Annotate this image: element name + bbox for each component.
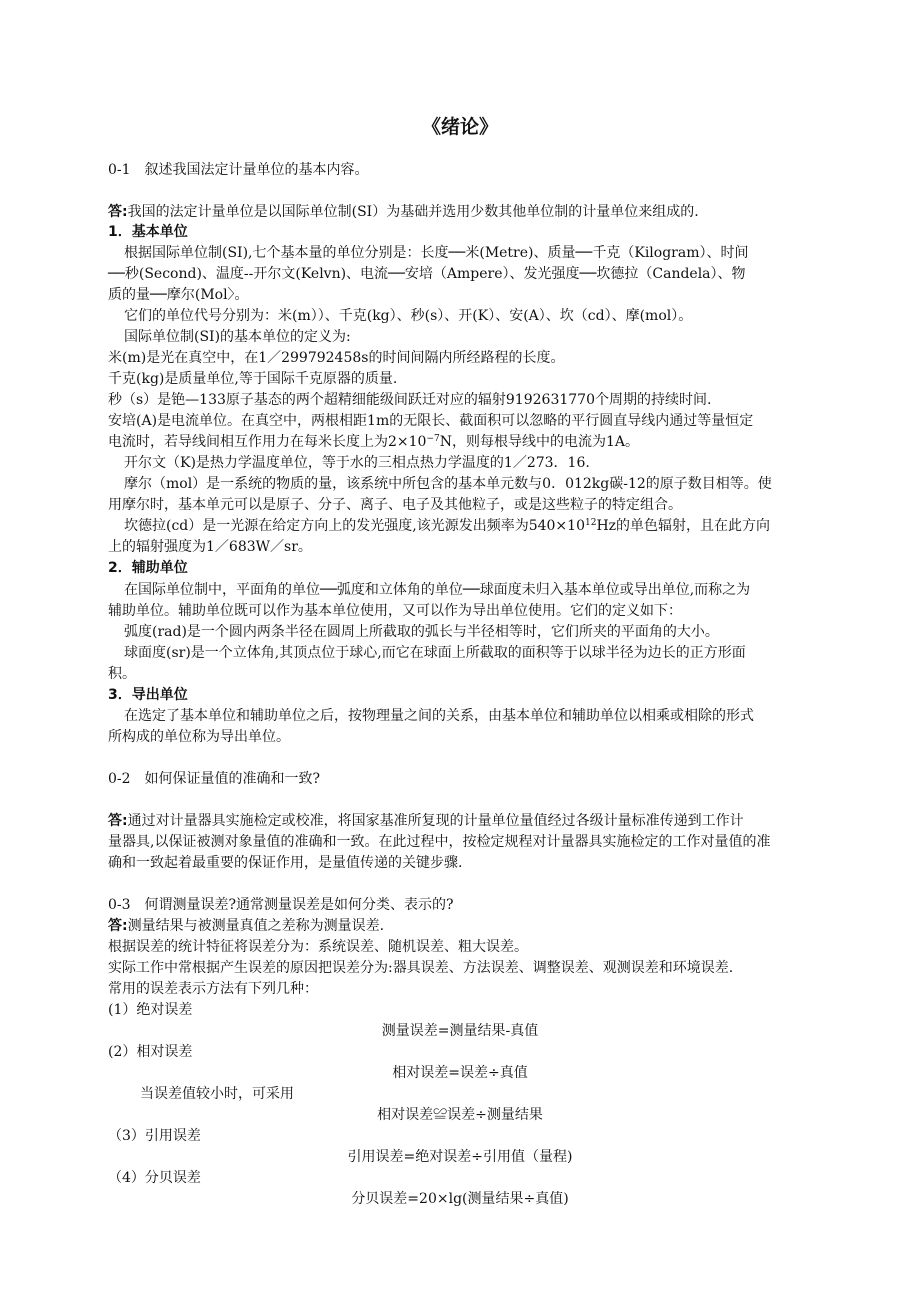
unit-symbols: 它们的单位代号分别为：米(m））、千克(kg）、秒(s）、开(K）、安(A）、坎（cd）、摩(mol）。 xyxy=(124,308,693,324)
answer-0-1 xyxy=(108,202,699,223)
ampere-definition-line-1: 安培(A)是电流单位。在真空中，两根相距1m的无限长、截面积可以忽略的平行圆直导线内通过等量恒定 xyxy=(108,413,754,429)
mole-definition-line-1: 摩尔（mol）是一系统的物质的量，该系统中所包含的基本单元数与0．012kg碳-12的原子数目相等。使 xyxy=(124,476,772,492)
answer-0-2-line-2: 量器具,以保证被测对象量值的准确和一致。在此过程中，按检定规程对计量器具实施检定的工作对量值的准 xyxy=(108,834,771,850)
candela-text-post: Hz的单色辐射，且在此方向 xyxy=(596,518,771,534)
formula-relative-error-approx: 相对误差≌误差÷测量结果 xyxy=(377,1107,543,1123)
second-definition: 秒（s）是铯—133原子基态的两个超精细能级间跃迁对应的辐射9192631770个周期的持续时间. xyxy=(108,392,712,408)
formula-fiducial-error: 引用误差=绝对误差÷引用值（量程) xyxy=(347,1149,573,1165)
si-definitions-intro: 国际单位制(SI)的基本单位的定义为: xyxy=(124,329,351,345)
answer-label: 答: xyxy=(108,813,128,829)
item-absolute-error: (1）绝对误差 xyxy=(108,1002,193,1018)
answer-text: 测量结果与被测量真值之差称为测量误差. xyxy=(127,918,385,934)
page-title: 《绪论》 xyxy=(421,116,498,138)
candela-exponent: 12 xyxy=(584,518,597,528)
answer-text: 通过对计量器具实施检定或校准，将国家基准所复现的计量单位量值经过各级计量标准传递到工作计 xyxy=(127,813,744,829)
item-decibel-error: （4）分贝误差 xyxy=(108,1170,201,1186)
kelvin-definition: 开尔文（K)是热力学温度单位，等于水的三相点热力学温度的1／273．16. xyxy=(124,455,590,471)
meter-definition: 米(m)是光在真空中，在1／299792458s的时间间隔内所经路程的长度。 xyxy=(108,350,565,366)
question-0-3: 0-3 何谓测量误差?通常测量误差是如何分类、表示的? xyxy=(108,897,454,913)
candela-definition-line-1 xyxy=(124,516,770,537)
item-fiducial-error: （3）引用误差 xyxy=(108,1128,201,1144)
ampere-text-post: N，则每根导线中的电流为1A。 xyxy=(439,434,640,450)
si-units-line-3: 质的量──摩尔(Mol〉。 xyxy=(108,287,249,303)
item-relative-error: (2）相对误差 xyxy=(108,1044,193,1060)
answer-0-2-line-1 xyxy=(108,811,744,832)
supplementary-units-line-2: 辅助单位。辅助单位既可以作为基本单位使用，又可以作为导出单位使用。它们的定义如下： xyxy=(108,603,682,619)
question-0-2: 0-2 如何保证量值的准确和一致? xyxy=(108,771,321,787)
steradian-definition-line-1: 球面度(sr)是一个立体角,其顶点位于球心,而它在球面上所截取的面积等于以球半径为边长的正方形面 xyxy=(124,645,746,661)
steradian-definition-line-2: 积。 xyxy=(108,666,136,682)
formula-relative-error: 相对误差=误差÷真值 xyxy=(392,1065,528,1081)
error-classification-statistical: 根据误差的统计特征将误差分为：系统误差、随机误差、粗大误差。 xyxy=(108,939,528,955)
answer-label: 答: xyxy=(108,918,128,934)
section-supplementary-units-title: 2．辅助单位 xyxy=(108,560,188,576)
si-units-line-2: ──秒(Second)、温度--开尔文(Kelvn)、电流──安培（Ampere）、发光强度──坎德拉（Candela）、物 xyxy=(108,266,746,282)
radian-definition: 弧度(rad)是一个圆内两条半径在圆周上所截取的弧长与半径相等时，它们所夹的平面角的大小。 xyxy=(124,624,719,640)
derived-units-line-2: 所构成的单位称为导出单位。 xyxy=(108,729,290,745)
error-representation-intro: 常用的误差表示方法有下列几种： xyxy=(108,981,318,997)
question-0-1: 0-1 叙述我国法定计量单位的基本内容。 xyxy=(108,162,369,178)
section-basic-units-title: 1．基本单位 xyxy=(108,224,188,240)
kilogram-definition: 千克(kg)是质量单位,等于国际千克原器的质量. xyxy=(108,371,398,387)
relative-error-note: 当误差值较小时，可采用 xyxy=(140,1086,294,1102)
formula-decibel-error: 分贝误差=20×lg(测量结果÷真值) xyxy=(351,1191,569,1207)
error-classification-cause: 实际工作中常根据产生误差的原因把误差分为:器具误差、方法误差、调整误差、观测误差和环境误差. xyxy=(108,960,734,976)
supplementary-units-line-1: 在国际单位制中，平面角的单位──弧度和立体角的单位──球面度未归入基本单位或导出单位,而称之为 xyxy=(124,582,751,598)
formula-absolute-error: 测量误差=测量结果-真值 xyxy=(381,1023,539,1039)
ampere-text-pre: 电流时，若导线间相互作用力在每米长度上为2×10 xyxy=(108,434,427,450)
answer-0-3 xyxy=(108,916,384,937)
section-derived-units-title: 3．导出单位 xyxy=(108,687,188,703)
si-units-line-1: 根据国际单位制(SI),七个基本量的单位分别是：长度──米(Metre)、质量──千克（Kilogram）、时间 xyxy=(124,245,749,261)
derived-units-line-1: 在选定了基本单位和辅助单位之后，按物理量之间的关系，由基本单位和辅助单位以相乘或相除的形式 xyxy=(124,708,754,724)
ampere-definition-line-2 xyxy=(108,432,639,453)
mole-definition-line-2: 用摩尔时，基本单元可以是原子、分子、离子、电子及其他粒子，或是这些粒子的特定组合。 xyxy=(108,497,682,513)
ampere-exponent: −7 xyxy=(426,434,440,444)
answer-label: 答: xyxy=(108,204,128,220)
answer-text: 我国的法定计量单位是以国际单位制(SI）为基础并选用少数其他单位制的计量单位来组成的. xyxy=(127,204,699,220)
candela-text-pre: 坎德拉(cd）是一光源在给定方向上的发光强度,该光源发出频率为540×10 xyxy=(124,518,585,534)
answer-0-2-line-3: 确和一致起着最重要的保证作用，是量值传递的关键步骤. xyxy=(108,855,463,871)
candela-definition-line-2: 上的辐射强度为1／683W／sr。 xyxy=(108,539,312,555)
